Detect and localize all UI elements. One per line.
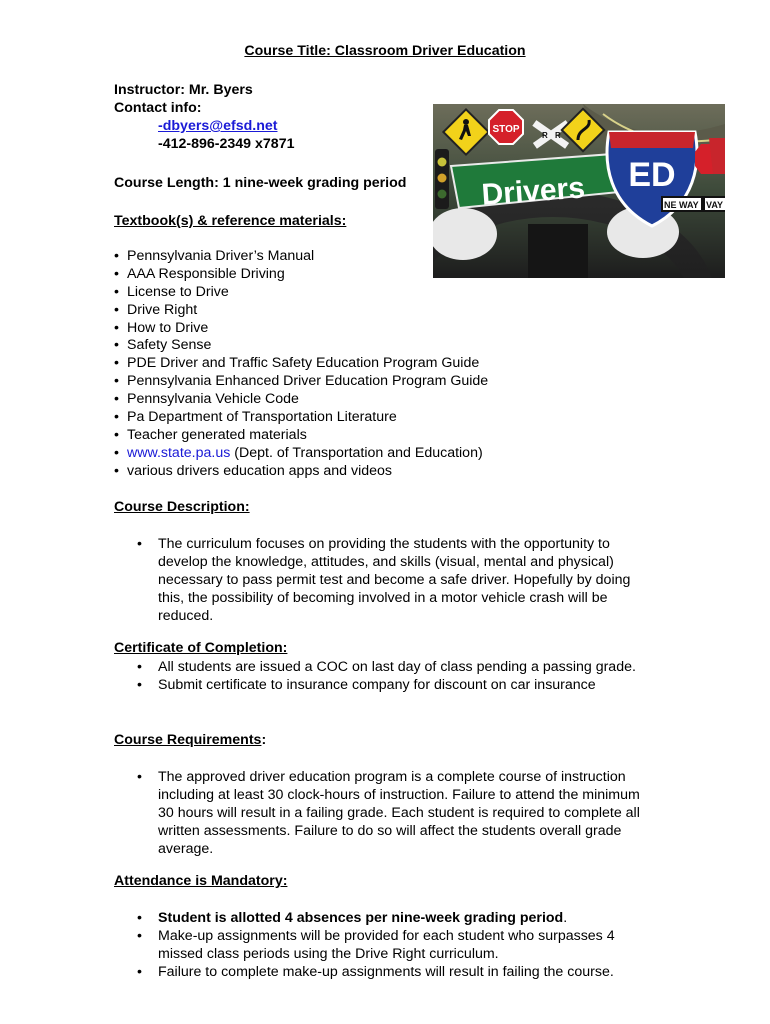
requirements-list	[137, 768, 657, 858]
shield-text: ED	[628, 156, 676, 194]
svg-text:R: R	[542, 131, 548, 140]
list-item: • License to Drive	[114, 283, 229, 300]
list-item: • Drive Right	[114, 301, 198, 318]
banner-text: Drivers	[480, 171, 586, 212]
page-title: Course Title: Classroom Driver Education	[244, 43, 526, 59]
attendance-list	[137, 909, 657, 981]
svg-text:VAY: VAY	[706, 200, 724, 210]
list-item: • PDE Driver and Traffic Safety Education Program Guide	[114, 355, 480, 372]
one-way-sign-text: NE WAY	[664, 200, 699, 210]
list-item: • Pennsylvania Driver’s Manual	[114, 248, 315, 264]
instructor-line: Instructor: Mr. Byers	[114, 82, 253, 98]
list-item: • Student is allotted 4 absences per nine-week grading period.	[137, 910, 568, 926]
list-item: • Teacher generated materials	[114, 426, 307, 443]
list-item: • All students are issued a COC on last day of class pending a passing grade.	[137, 659, 636, 675]
list-item: • Make-up assignments will be provided for each student who surpasses 4 missed class periods using the Drive Right curriculum.	[137, 928, 615, 962]
attendance-heading: Attendance is Mandatory:	[114, 873, 288, 889]
list-item: • The approved driver education program is a complete course of instruction including at least 30 clock-hours of instruction. Failure to attend the minimum 30 hours will result in a failing grade. Each student is required to complete all written assessments. Failure to do so will affect the students overall grade average.	[137, 769, 640, 857]
list-item: • AAA Responsible Driving	[114, 265, 285, 282]
list-item: • The curriculum focuses on providing the students with the opportunity to develop the knowledge, attitudes, and skills (visual, mental and physical) necessary to pass permit test and become a safe driver. Hopefully by doing this, the possibility of becoming involved in a motor vehicle crash will be reduced.	[137, 536, 631, 624]
course-length: Course Length: 1 nine-week grading period	[114, 175, 407, 191]
list-item: • Failure to complete make-up assignments will result in failing the course.	[137, 964, 614, 980]
contact-label: Contact info:	[114, 100, 202, 116]
email-link[interactable]: -dbyers@efsd.net	[158, 118, 278, 134]
list-item: • Submit certificate to insurance company for discount on car insurance	[137, 677, 596, 693]
svg-text:R: R	[555, 131, 561, 140]
phone-number: -412-896-2349 x7871	[158, 136, 295, 152]
list-item: • How to Drive	[114, 319, 209, 336]
certificate-list	[137, 658, 657, 694]
list-item: • Safety Sense	[114, 337, 212, 354]
description-heading: Course Description:	[114, 499, 250, 515]
description-list	[137, 535, 657, 625]
requirements-heading: Course Requirements:	[114, 732, 267, 748]
drivers-ed-image	[433, 104, 725, 278]
list-item: • www.state.pa.us (Dept. of Transportation and Education)	[114, 444, 483, 461]
stop-sign-text: STOP	[492, 124, 520, 135]
list-item: • various drivers education apps and videos	[114, 462, 392, 479]
list-item: • Pennsylvania Enhanced Driver Education Program Guide	[114, 373, 489, 390]
textbooks-heading: Textbook(s) & reference materials:	[114, 213, 347, 229]
reference-list	[114, 248, 488, 481]
certificate-heading: Certificate of Completion:	[114, 640, 288, 656]
list-item: • Pa Department of Transportation Literature	[114, 409, 397, 426]
list-item: • Pennsylvania Vehicle Code	[114, 391, 299, 408]
state-website-link[interactable]: www.state.pa.us	[127, 444, 231, 461]
